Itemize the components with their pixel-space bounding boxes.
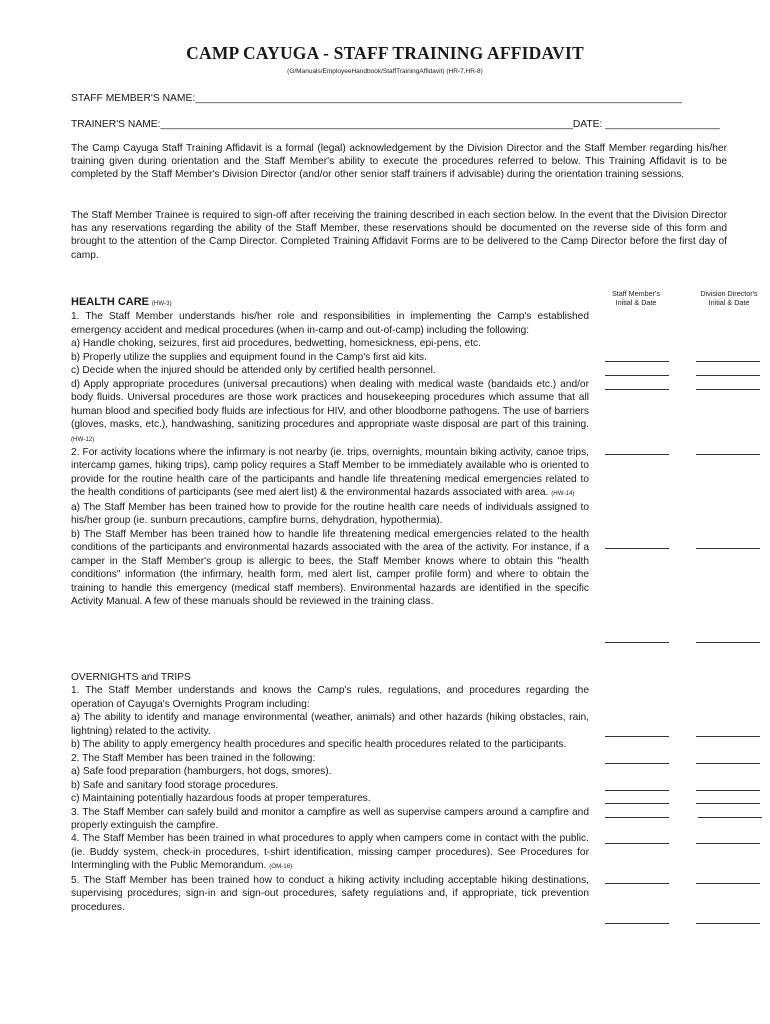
director-signoff-line[interactable] (696, 454, 760, 455)
staff-signoff-line[interactable] (605, 817, 669, 818)
director-signoff-line[interactable] (696, 790, 760, 791)
director-signoff-line[interactable] (696, 736, 760, 737)
overnights-item-2c: c) Maintaining potentially hazardous foods at proper temperatures. (71, 793, 371, 805)
director-signoff-line[interactable] (696, 375, 760, 376)
health-item-1: 1. The Staff Member understands his/her role and responsibilities in implementing the Camp's established emergency accident and medical procedures (when in-camp and out-of-camp) including the following: (71, 311, 589, 336)
staff-signoff-line[interactable] (605, 736, 669, 737)
staff-signoff-line[interactable] (605, 883, 669, 884)
staff-signoff-line[interactable] (605, 790, 669, 791)
overnights-item-2: 2. The Staff Member has been trained in the following: (71, 752, 316, 764)
health-item-1a: a) Handle choking, seizures, first aid procedures, bedwetting, homesickness, epi-pens, etc. (71, 338, 481, 350)
staff-signoff-line[interactable] (605, 763, 669, 764)
director-signoff-line[interactable] (696, 389, 760, 390)
trainer-name-date-field[interactable]: TRAINER'S NAME:________________________________________________________________________DATE: ____________________ (71, 119, 720, 130)
director-initial-column-header: Division Director's Initial & Date (700, 289, 758, 307)
staff-signoff-line[interactable] (605, 454, 669, 455)
health-item-2: 2. For activity locations where the infirmary is not nearby (ie. trips, overnights, mountain biking activity, canoe trips, intercamp games, hiking trips), camp policy requires a Staff Member to be immediately available who is oriented to provide for the routine health care of the participants and handle life threatening medical emergencies related to the health conditions of participants (see med alert list) & the environmental hazards associated with area. (HW-14) (71, 446, 589, 499)
health-item-2b: b) The Staff Member has been trained how to handle life threatening medical emergencies related to the health conditions of the participants and environmental hazards associated with the area of the activity. For instance, if a camper in the Staff Member's group is allergic to bees, the Staff Member knows where to obtain this "health conditions" information (the infirmary, health form, med alert list, camper profile form) and where to obtain the training to handle this emergency (medical staff members). Environmental hazards are identified in the specific Activity Manual. A few of these manuals should be reviewed in the training class. (71, 528, 589, 607)
staff-name-field[interactable]: STAFF MEMBER'S NAME:_____________________________________________________________________________________ (71, 93, 682, 104)
overnights-item-1a: a) The ability to identify and manage environmental (weather, animals) and other hazards (hiking obstacles, rain, lightning) related to the activity. (71, 712, 589, 737)
health-item-2a: a) The Staff Member has been trained how to provide for the routine health care needs of individuals assigned to his/her group (ie. sunburn precautions, campfire burns, dehydration, hypothermia). (71, 501, 589, 527)
staff-signoff-line[interactable] (605, 923, 669, 924)
staff-signoff-line[interactable] (605, 548, 669, 549)
staff-signoff-line[interactable] (605, 361, 669, 362)
overnights-heading: OVERNIGHTS and TRIPS (71, 672, 191, 683)
director-signoff-line[interactable] (696, 361, 760, 362)
director-signoff-line[interactable] (696, 642, 760, 643)
director-signoff-line[interactable] (696, 763, 760, 764)
overnights-trips-section (71, 671, 589, 914)
director-signoff-line[interactable] (696, 548, 760, 549)
overnights-item-1b: b) The ability to apply emergency health procedures and specific health procedures related to the participants. (71, 739, 567, 751)
director-signoff-line[interactable] (696, 843, 760, 844)
overnights-item-4: 4. The Staff Member has been trained in what procedures to apply when campers come in contact with the public. (ie. Buddy system, check-in procedures, t-shirt identification, missing camper procedures). See Procedures for Intermingling with the Public Memorandum. (OM-16) (71, 833, 589, 872)
intro-paragraph-1: The Camp Cayuga Staff Training Affidavit is a formal (legal) acknowledgement by the Division Director and the Staff Member regarding his/her training given during orientation and the Staff Member's ability to execute the procedures referred to below. This Training Affidavit is to be completed by the Staff Member's Division Director (and/or other senior staff trainers if advisable) during the orientation training sessions. (71, 143, 727, 181)
overnights-item-2b: b) Safe and sanitary food storage procedures. (71, 779, 279, 791)
health-item-1d: d) Apply appropriate procedures (universal precautions) when dealing with medical waste (bandaids etc.) and/or body fluids. Universal procedures are those work practices and housekeeping procedures which assume that all human blood and specified body fluids are infectious for HIV, and other bloodborne pathogens. The use of barriers (gloves, masks, etc.), handwashing, sanitizing procedures and appropriate waste disposal are part of this training. (HW-12) (71, 378, 589, 443)
document-path: (G/Manuals/EmployeeHandbook/StaffTrainingAffidavit) (HR-7,HR-8) (287, 68, 483, 75)
staff-signoff-line[interactable] (605, 642, 669, 643)
director-signoff-line[interactable] (696, 883, 760, 884)
overnights-item-2a: a) Safe food preparation (hamburgers, hot dogs, smores). (71, 766, 332, 778)
intro-paragraph-2: The Staff Member Trainee is required to sign-off after receiving the training described in each section below. In the event that the Division Director has any reservations regarding the ability of the Staff Member, these reservations should be documented on the reverse side of this form and brought to the attention of the Camp Director. Completed Training Affidavit Forms are to be delivered to the Camp Director before the first day of camp. (71, 210, 727, 261)
staff-signoff-line[interactable] (605, 375, 669, 376)
staff-signoff-line[interactable] (605, 843, 669, 844)
overnights-item-3: 3. The Staff Member can safely build and monitor a campfire as well as supervise campers around a campfire and properly extinguish the campfire. (71, 806, 589, 831)
staff-initial-column-header: Staff Member's Initial & Date (612, 289, 660, 307)
page-title: CAMP CAYUGA - STAFF TRAINING AFFIDAVIT (186, 43, 584, 63)
overnights-item-5: 5. The Staff Member has been trained how to conduct a hiking activity including acceptable hiking destinations, supervising procedures, sign-in and sign-out procedures, safety regulations and, if appropriate, tick prevention procedures. (71, 874, 589, 913)
director-signoff-line[interactable] (696, 923, 760, 924)
director-signoff-line[interactable] (698, 817, 762, 818)
health-care-heading: HEALTH CARE (71, 296, 150, 308)
health-item-1c: c) Decide when the injured should be attended only by certified health personnel. (71, 365, 436, 377)
overnights-item-1: 1. The Staff Member understands and knows the Camp's rules, regulations, and procedures regarding the operation of Cayuga's Overnights Program including: (71, 685, 589, 710)
health-care-section: HEALTH CARE (HW-3) 1. The Staff Member understands his/her role and responsibilities in implementing the Camp's established emergency accident and medical procedures (when in-camp and out-of-camp) including the following: a) Handle choking, seizures, first aid procedures, bedwetting, homesickness, epi-pens, etc. b) Properly utilize the supplies and equipment found in the Camp's first aid kits. c) Decide when the injured should be attended only by certified health personnel. d) Apply appropriate procedures (universal precautions) when dealing with medical waste (bandaids etc.) and/or body fluids. Universal procedures are those work practices and housekeeping procedures which assume that all human blood and specified body fluids are infectious for HIV, and other bloodborne pathogens. The use of barriers (gloves, masks, etc.), handwashing, sanitizing procedures and appropriate waste disposal are part of this training. (HW-12) 2. For activity locations where the infirmary is not nearby (ie. trips, overnights, mountain biking activity, canoe trips, intercamp games, hiking trips), camp policy requires a Staff Member to be immediately available who is oriented to provide for the routine health care of the participants and handle life threatening medical emergencies related to the health conditions of participants (see med alert list) & the environmental hazards associated with area. (HW-14) a) The Staff Member has been trained how to provide for the routine health care needs of individuals assigned to his/her group (ie. sunburn precautions, campfire burns, dehydration, hypothermia). b) The Staff Member has been trained how to handle life threatening medical emergencies related to the health conditions of the participants and environmental hazards associated with the area of the activity. For instance, if a camper in the Staff Member's group is allergic to bees, the Staff Member knows where to obtain this "health conditions" information (the infirmary, health form, med alert list, camper profile form) and where to obtain the training to handle this emergency (medical staff members). Environmental hazards are identified in the specific Activity Manual. A few of these manuals should be reviewed in the training class. (71, 296, 589, 607)
staff-signoff-line[interactable] (605, 389, 669, 390)
staff-signoff-line[interactable] (605, 803, 669, 804)
health-item-1b: b) Properly utilize the supplies and equipment found in the Camp's first aid kits. (71, 351, 427, 363)
director-signoff-line[interactable] (696, 803, 760, 804)
